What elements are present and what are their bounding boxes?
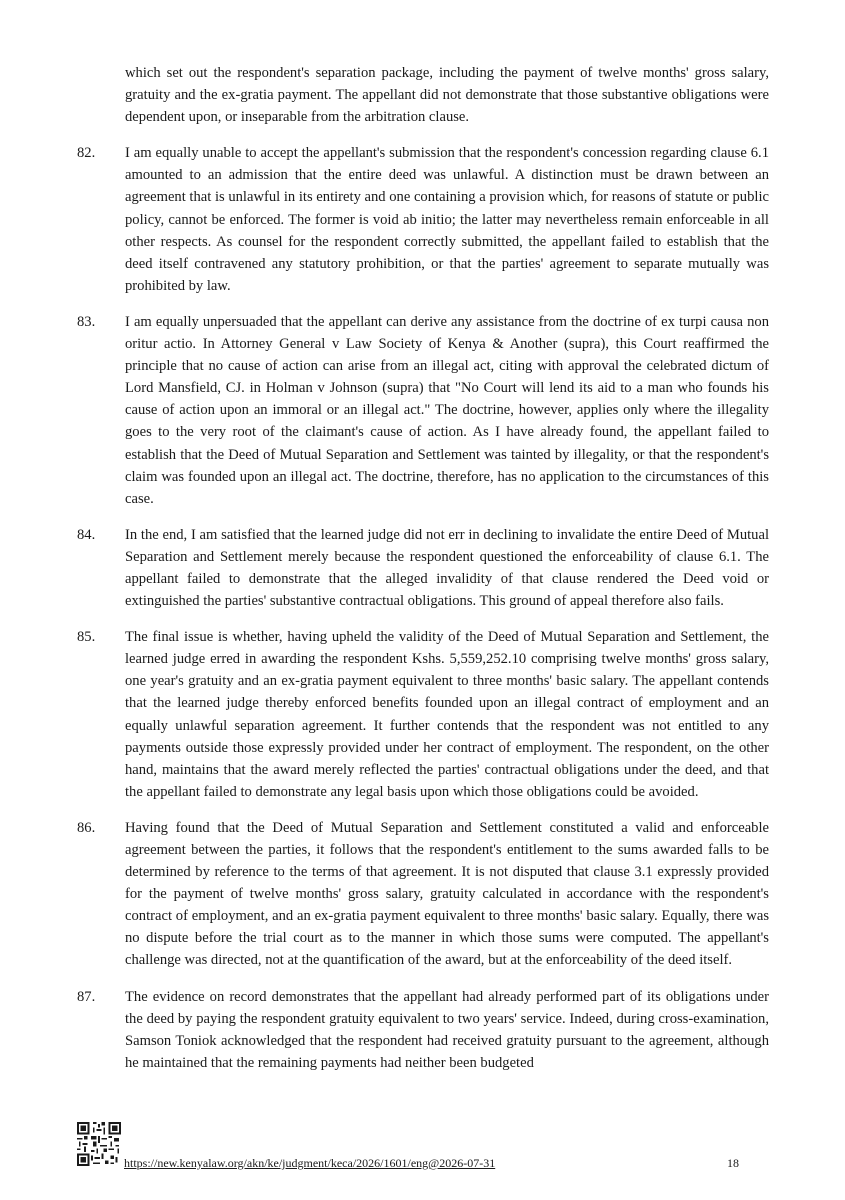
paragraph-text: Having found that the Deed of Mutual Separation and Settlement constituted a valid and enforceable agreement between the parties, it follows that the respondent's entitlement to the sums awarded falls to be determined by reference to the terms of that agreement. It is not disputed that clause 3.1 expressly provided for the payment of twelve months' gross salary, gratuity calculated in accordance with the respondent's contract of employment, and an ex-gratia payment equivalent to three months' basic salary. Equally, there was no dispute before the trial court as to the manner in which those sums were computed. The appellant's challenge was directed, not at the quantification of the award, but at the enforceability of the deed itself. — [125, 819, 769, 969]
paragraph-82 — [77, 142, 769, 297]
paragraph-85 — [77, 626, 769, 803]
paragraph-86 — [77, 817, 769, 972]
judgment-body — [77, 62, 769, 1088]
paragraph-number: 85. — [77, 629, 96, 646]
paragraph-number: 86. — [77, 819, 96, 836]
paragraph-text: I am equally unpersuaded that the appellant can derive any assistance from the doctrine of ex turpi causa non oritur actio. In Attorney General v Law Society of Kenya & Another (supra), this Court reaffirmed the principle that no cause of action can arise from an illegal act, citing with approval the celebrated dictum of Lord Mansfield, CJ. in Holman v Johnson (supra) that "No Court will lend its aid to a man who founds his cause of action upon an immoral or an illegal act." The doctrine, however, applies only where the illegality goes to the very root of the claimant's cause of action. As I have already found, the appellant failed to establish that the Deed of Mutual Separation and Settlement was tainted by illegality, or that the respondent's claim was founded upon an illegal act. The doctrine, therefore, has no application to the circumstances of this case. — [125, 313, 769, 507]
paragraph-87 — [77, 986, 769, 1074]
page-number: 18 — [727, 1156, 739, 1170]
paragraph-83 — [77, 311, 769, 510]
paragraph-text: I am equally unable to accept the appellant's submission that the respondent's concession regarding clause 6.1 amounted to an admission that the entire deed was unlawful. A distinction must be drawn between an agreement that is unlawful in its entirety and one containing a provision which, for reasons of statute or public policy, cannot be enforced. The former is void ab initio; the latter may nevertheless remain enforceable in all other respects. As counsel for the respondent correctly submitted, the appellant failed to establish that the deed itself contravened any statutory prohibition, or that the parties' agreement to separate mutually was prohibited by law. — [125, 145, 769, 294]
paragraph-number: 83. — [77, 313, 96, 330]
paragraph-number: 87. — [77, 988, 96, 1005]
page-footer — [77, 1122, 769, 1170]
paragraph-number: 82. — [77, 145, 96, 162]
judgment-link[interactable]: https://new.kenyalaw.org/akn/ke/judgment/keca/2026/1601/eng@2026-07-31 — [124, 1156, 496, 1170]
paragraph-84 — [77, 524, 769, 612]
paragraph-number: 84. — [77, 526, 96, 543]
continued-paragraph: which set out the respondent's separation package, including the payment of twelve months' gross salary, gratuity and the ex-gratia payment. The appellant did not demonstrate that those substantive obligations were dependent upon, or inseparable from the arbitration clause. — [125, 65, 769, 126]
paragraph-text: The final issue is whether, having upheld the validity of the Deed of Mutual Separation and Settlement, the learned judge erred in awarding the respondent Kshs. 5,559,252.10 comprising twelve months' gross salary, one year's gratuity and an ex-gratia payment equivalent to three months' basic salary. The appellant contends that the learned judge thereby enforced benefits founded upon an illegal contract of employment and an equally unlawful separation agreement. It further contends that the respondent was not entitled to any payments outside those expressly provided under her contract of employment. The respondent, on the other hand, maintains that the award merely reflected the parties' contractual obligations under the deed, and that the appellant failed to demonstrate any legal basis upon which those obligations could be avoided. — [125, 629, 769, 800]
qr-code-icon — [77, 1122, 121, 1166]
paragraph-text: The evidence on record demonstrates that the appellant had already performed part of its obligations under the deed by paying the respondent gratuity equivalent to two years' service. Indeed, during cross-examination, Samson Toniok acknowledged that the respondent had received gratuity pursuant to the agreement, although he maintained that the remaining payments had neither been budgeted — [125, 988, 769, 1071]
paragraph-text: In the end, I am satisfied that the learned judge did not err in declining to invalidate the entire Deed of Mutual Separation and Settlement merely because the respondent questioned the enforceability of clause 6.1. The appellant failed to demonstrate that the alleged invalidity of that clause rendered the Deed void or extinguished the parties' substantive contractual obligations. This ground of appeal therefore also fails. — [125, 526, 769, 610]
